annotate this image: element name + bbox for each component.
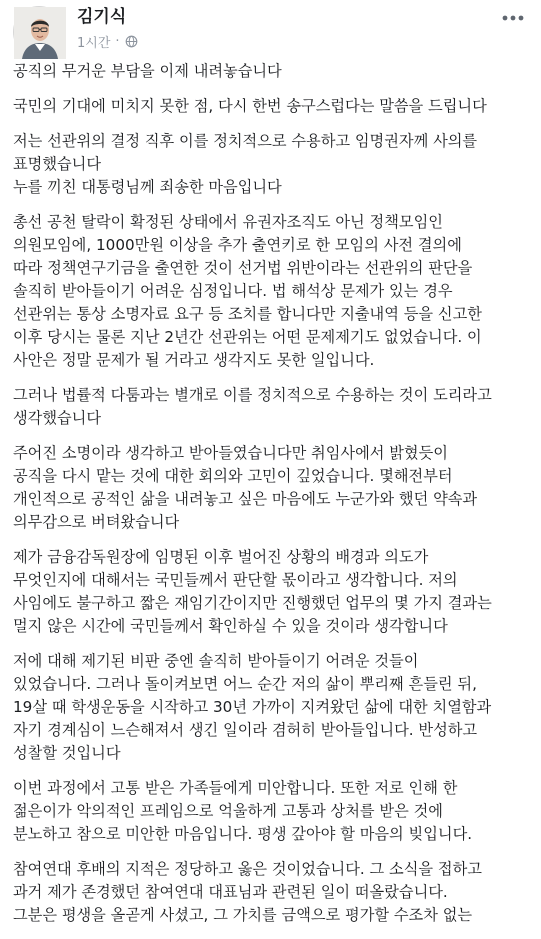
post-paragraph [13,130,531,199]
more-icon [502,15,524,21]
paragraph-line: 무엇인지에 대해서는 국민들께서 판단할 몫이라고 생각합니다. 저의 [13,571,458,589]
post-meta [77,33,138,49]
paragraph-line: 의무감으로 버텨왔습니다 [13,513,180,531]
paragraph-line: 개인적으로 공적인 삶을 내려놓고 싶은 마음에도 누군가와 했던 약속과 [13,490,478,508]
post-paragraph [13,95,531,118]
paragraph-line: 멀지 않은 시간에 국민들께서 확인하실 수 있을 것이라 생각합니다 [13,617,448,635]
more-options-button[interactable] [499,8,527,28]
paragraph-line: 분노하고 참으로 미안한 마음입니다. 평생 갚아야 할 마음의 빚입니다. [13,825,473,843]
paragraph-line: 총선 공천 탈락이 확정된 상태에서 유권자조직도 아닌 정책모임인 [13,213,443,231]
paragraph-line: 자기 경계심이 느슨해져서 생긴 일이라 겸허히 받아들입니다. 반성하고 [13,721,478,739]
paragraph-line: 국민의 기대에 미치지 못한 점, 다시 한번 송구스럽다는 말씀을 드립니다 [13,97,487,115]
post-paragraph [13,384,531,430]
paragraph-line: 공직을 다시 맡는 것에 대한 회의와 고민이 깊었습니다. 몇해전부터 [13,467,453,485]
post-paragraph [13,60,531,83]
paragraph-line: 생각했습니다 [13,409,102,427]
paragraph-line: 표명했습니다 [13,155,102,173]
paragraph-line: 저에 대해 제기된 비판 중엔 솔직히 받아들이기 어려운 것들이 [13,652,419,670]
paragraph-line: 의원모임에, 1000만원 이상을 추가 출연키로 한 모임의 사전 결의에 [13,236,462,254]
paragraph-line: 제가 금융감독원장에 임명된 이후 벌어진 상황의 배경과 의도가 [13,548,429,566]
paragraph-line: 참여연대 후배의 지적은 정당하고 옳은 것이었습니다. 그 소식을 접하고 [13,860,482,878]
paragraph-line: 사안은 정말 문제가 될 거라고 생각지도 못한 일입니다. [13,351,375,369]
paragraph-line: 과거 제가 존경했던 참여연대 대표님과 관련된 일이 떠올랐습니다. [13,883,448,901]
paragraph-line: 19살 때 학생운동을 시작하고 30년 가까이 지켜왔던 삶에 대한 치열함과 [13,698,492,716]
paragraph-line: 그러나 법률적 다툼과는 별개로 이를 정치적으로 수용하는 것이 도리라고 [13,386,492,404]
post-paragraph [13,442,531,534]
paragraph-line: 누를 끼친 대통령님께 죄송한 마음입니다 [13,178,282,196]
paragraph-line: 젊은이가 악의적인 프레임으로 억울하게 고통과 상처를 받은 것에 [13,802,443,820]
post-paragraph [13,546,531,638]
paragraph-line: 사임에도 불구하고 짧은 재임기간이지만 진행했던 업무의 몇 가지 결과는 [13,594,492,612]
post-time[interactable]: 1시간 [77,35,111,51]
post-paragraph [13,777,531,846]
post-paragraph [13,858,531,927]
paragraph-line: 주어진 소명이라 생각하고 받아들였습니다만 취임사에서 밝혔듯이 [13,444,448,462]
paragraph-line: 공직의 무거운 부담을 이제 내려놓습니다 [13,62,282,80]
meta-separator: · [115,33,120,49]
post-paragraph [13,211,531,372]
paragraph-line: 있었습니다. 그러나 돌이켜보면 어느 순간 저의 삶이 뿌리째 흔들린 뒤, [13,675,477,693]
author-name[interactable]: 김기식 [77,7,127,27]
avatar[interactable] [13,6,65,58]
paragraph-line: 이후 당시는 물론 지난 2년간 선관위는 어떤 문제제기도 없었습니다. 이 [13,328,482,346]
globe-icon[interactable] [125,35,138,48]
avatar-image [14,7,66,59]
paragraph-line: 성찰할 것입니다 [13,744,121,762]
post-header [0,0,541,62]
paragraph-line: 따라 정책연구기금을 출연한 것이 선거법 위반이라는 선관위의 판단을 [13,259,473,277]
paragraph-line: 저는 선관위의 결정 직후 이를 정치적으로 수용하고 임명권자께 사의를 [13,132,478,150]
paragraph-line: 그분은 평생을 올곧게 사셨고, 그 가치를 금액으로 평가할 수조차 없는 [13,906,473,924]
paragraph-line: 이번 과정에서 고통 받은 가족들에게 미안합니다. 또한 저로 인해 한 [13,779,458,797]
post-paragraph [13,650,531,765]
paragraph-line: 선관위는 통상 소명자료 요구 등 조치를 합니다만 지출내역 등을 신고한 [13,305,482,323]
paragraph-line: 솔직히 받아들이기 어려운 심정입니다. 법 해석상 문제가 있는 경우 [13,282,453,300]
post-body [13,60,531,939]
